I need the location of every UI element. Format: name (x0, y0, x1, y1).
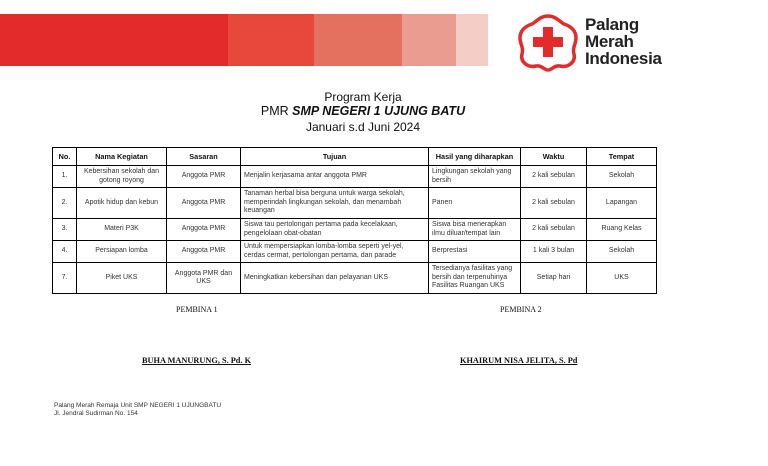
col-header-sasaran: Sasaran (167, 148, 241, 166)
header-bar-segment-4 (402, 14, 456, 66)
cell-nama-kegiatan: Materi P3K (77, 219, 167, 241)
cell-hasil: Lingkungan sekolah yang bersih (429, 166, 521, 188)
red-cross-logo-icon (516, 12, 580, 72)
header-bar-segment-1 (0, 14, 228, 66)
cell-waktu: 2 kali sebulan (521, 219, 587, 241)
table-row (53, 166, 657, 188)
cell-no: 1. (53, 166, 77, 188)
col-header-tujuan: Tujuan (241, 148, 429, 166)
cell-hasil: Siswa bisa menerapkan ilmu diluar/tempat lain (429, 219, 521, 241)
header-bar-segment-2 (228, 14, 314, 66)
col-header-nama-kegiatan: Nama Kegiatan (77, 148, 167, 166)
document-subtitle (0, 104, 726, 118)
cell-hasil: Tersedianya fasilitas yang bersih dan terpenuhinya Fasilitas Ruangan UKS (429, 263, 521, 294)
footer-line-1: Palang Merah Remaja Unit SMP NEGERI 1 UJUNGBATU (54, 402, 222, 409)
col-header-no: No. (53, 148, 77, 166)
document-period: Januari s.d Juni 2024 (305, 120, 421, 134)
cell-sasaran: Anggota PMR (167, 241, 241, 263)
logo-line-1: Palang (585, 15, 639, 34)
cell-nama-kegiatan: Persiapan lomba (77, 241, 167, 263)
col-header-hasil: Hasil yang diharapkan (429, 148, 521, 166)
subtitle-prefix: PMR (260, 104, 293, 118)
footer-address (54, 402, 221, 418)
header-bar-segment-5 (456, 14, 488, 66)
pembina-2-name: KHAIRUM NISA JELITA, S. Pd (460, 356, 578, 365)
cell-tempat: Lapangan (587, 188, 657, 219)
cell-sasaran: Anggota PMR (167, 219, 241, 241)
table-row (53, 219, 657, 241)
cell-tempat: Ruang Kelas (587, 219, 657, 241)
cell-tujuan: Tanaman herbal bisa berguna untuk warga sekolah, memperindah lingkungan sekolah, dan menambah keuangan (241, 188, 429, 219)
cell-waktu: 2 kali sebulan (521, 188, 587, 219)
col-header-waktu: Waktu (521, 148, 587, 166)
cell-waktu: Setiap hari (521, 263, 587, 294)
table-row (53, 241, 657, 263)
cell-tujuan: Meningkatkan kebersihan dan pelayanan UKS (241, 263, 429, 294)
col-header-tempat: Tempat (587, 148, 657, 166)
cell-hasil: Berprestasi (429, 241, 521, 263)
pembina-1-label: PEMBINA 1 (176, 305, 218, 314)
cell-waktu: 1 kali 3 bulan (521, 241, 587, 263)
cell-tempat: UKS (587, 263, 657, 294)
logo-line-3: Indonesia (585, 49, 662, 68)
document-title: Program Kerja (324, 90, 402, 104)
program-table (52, 147, 657, 294)
pembina-2-label: PEMBINA 2 (500, 305, 542, 314)
cell-nama-kegiatan: Apotik hidup dan kebun (77, 188, 167, 219)
table-row (53, 263, 657, 294)
cell-tujuan: Untuk mempersiapkan lomba-lomba seperti yel-yel, cerdas cermat, pertolongan pertama, dan parade (241, 241, 429, 263)
cell-waktu: 2 kali sebulan (521, 166, 587, 188)
cell-nama-kegiatan: Piket UKS (77, 263, 167, 294)
school-name: SMP NEGERI 1 UJUNG BATU (292, 104, 466, 118)
cell-tujuan: Siswa tau pertolongan pertama pada kecelakaan, pengelolaan obat-obatan (241, 219, 429, 241)
cell-tujuan: Menjalin kerjasama antar anggota PMR (241, 166, 429, 188)
cell-sasaran: Anggota PMR dan UKS (167, 263, 241, 294)
logo-line-2: Merah (585, 32, 634, 51)
header-bar-segment-3 (314, 14, 402, 66)
cell-hasil: Panen (429, 188, 521, 219)
cell-nama-kegiatan: Kebersihan sekolah dan gotong royong (77, 166, 167, 188)
cell-no: 3. (53, 219, 77, 241)
logo-wordmark (585, 16, 662, 67)
pembina-1-name: BUHA MANURUNG, S. Pd. K (142, 356, 252, 365)
cell-tempat: Sekolah (587, 241, 657, 263)
cell-tempat: Sekolah (587, 166, 657, 188)
table-row (53, 188, 657, 219)
table-header-row (53, 148, 657, 166)
cell-no: 2. (53, 188, 77, 219)
cell-sasaran: Anggota PMR (167, 166, 241, 188)
cell-no: 7. (53, 263, 77, 294)
footer-line-2: Jl. Jendral Sudirman No. 154 (54, 410, 138, 417)
cell-sasaran: Anggota PMR (167, 188, 241, 219)
cell-no: 4. (53, 241, 77, 263)
